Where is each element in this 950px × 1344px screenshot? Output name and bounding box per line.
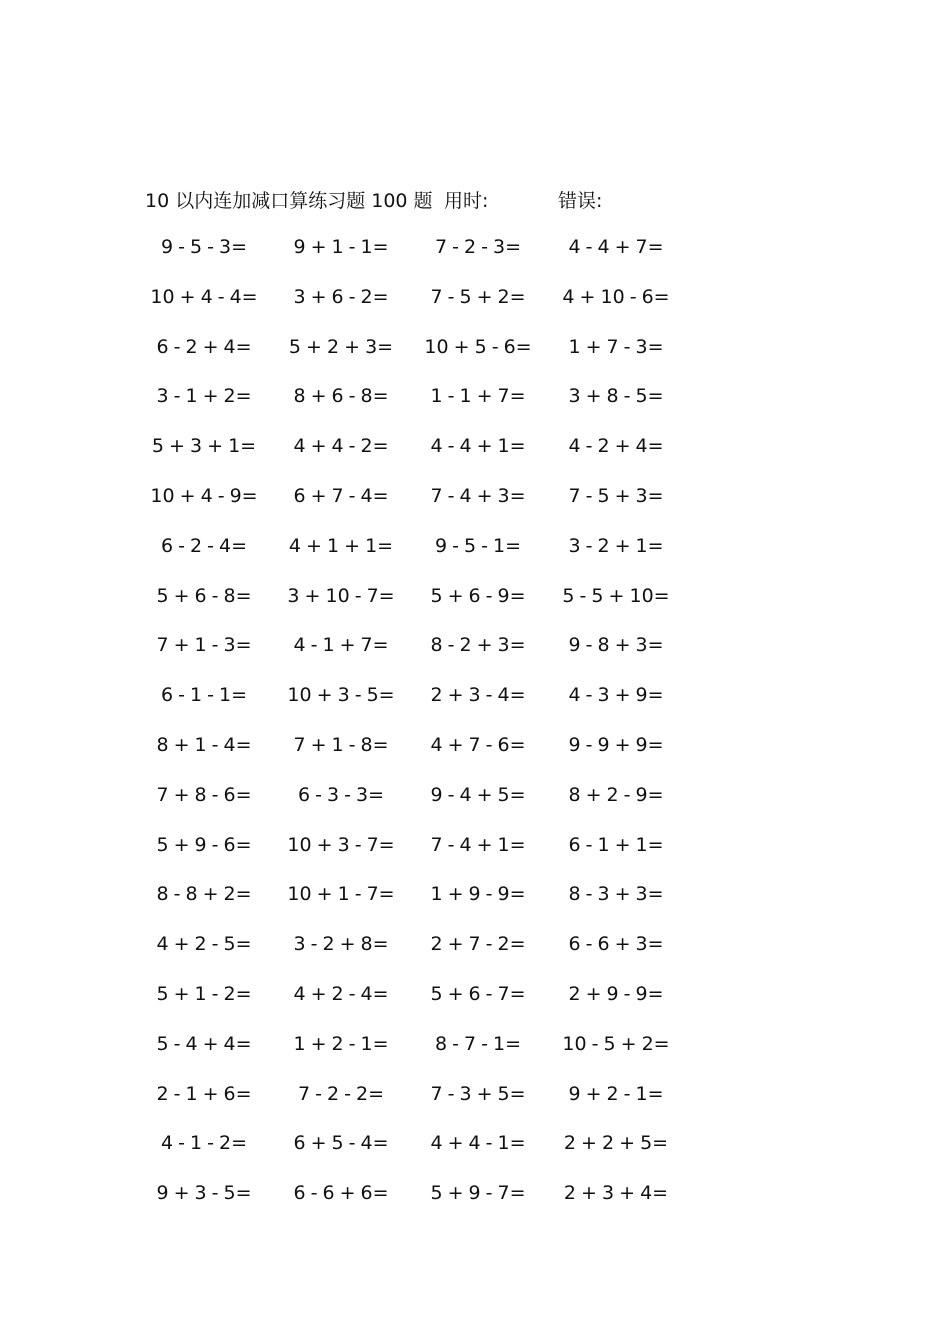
problem-row (0, 983, 950, 1033)
problem-row (0, 286, 950, 336)
math-problem: 7 - 5 + 3= (568, 484, 664, 507)
problem-row (0, 435, 950, 485)
math-problem: 10 - 5 + 2= (562, 1032, 670, 1055)
math-problem: 6 - 1 - 1= (160, 684, 248, 707)
math-problem: 8 - 3 + 3= (568, 883, 664, 906)
math-problem: 9 + 1 - 1= (293, 236, 389, 258)
math-problem: 9 - 9 + 9= (568, 733, 664, 756)
problem-row (0, 585, 950, 635)
problem-row (0, 535, 950, 585)
math-problem: 4 + 10 - 6= (562, 285, 670, 308)
problem-row (0, 236, 950, 286)
math-problem: 4 + 2 - 4= (293, 982, 389, 1005)
math-problem: 10 + 1 - 7= (287, 883, 395, 906)
math-problem: 5 + 6 - 7= (430, 982, 526, 1005)
math-problem: 7 - 2 - 2= (297, 1082, 385, 1105)
math-problem: 6 - 3 - 3= (297, 783, 385, 806)
problem-row (0, 1033, 950, 1083)
math-problem: 8 - 8 + 2= (156, 883, 252, 906)
math-problem: 3 + 8 - 5= (568, 385, 664, 408)
problem-row (0, 883, 950, 933)
math-problem: 2 - 1 + 6= (156, 1082, 252, 1105)
math-problem: 6 - 1 + 1= (568, 833, 664, 856)
problem-row (0, 485, 950, 535)
math-problem: 5 + 1 - 2= (156, 982, 252, 1005)
math-problem: 10 + 3 - 7= (287, 833, 395, 856)
math-problem: 10 + 5 - 6= (424, 335, 532, 358)
math-problem: 5 + 6 - 8= (156, 584, 252, 607)
math-problem: 2 + 7 - 2= (430, 933, 526, 956)
math-problem: 5 + 2 + 3= (288, 335, 394, 358)
math-problem: 7 + 1 - 8= (293, 733, 389, 756)
math-problem: 2 + 9 - 9= (568, 982, 664, 1005)
math-problem: 1 + 9 - 9= (430, 883, 526, 906)
math-problem: 4 + 1 + 1= (288, 534, 394, 557)
math-problem: 3 + 10 - 7= (287, 584, 395, 607)
math-problem: 5 + 3 + 1= (151, 435, 257, 458)
math-problem: 3 - 1 + 2= (156, 385, 252, 408)
problem-row (0, 1182, 950, 1232)
math-problem: 9 - 5 - 3= (160, 236, 248, 258)
math-problem: 1 - 1 + 7= (430, 385, 526, 408)
math-problem: 5 + 9 - 6= (156, 833, 252, 856)
math-problem: 6 - 2 - 4= (160, 534, 248, 557)
math-problem: 6 - 2 + 4= (156, 335, 252, 358)
math-problem: 7 - 2 - 3= (434, 236, 522, 258)
math-problem: 4 + 2 - 5= (156, 933, 252, 956)
math-problem: 4 - 2 + 4= (568, 435, 664, 458)
time-used-label: 用时: (444, 190, 489, 212)
math-problem: 7 - 4 + 3= (430, 484, 526, 507)
errors-label: 错误: (558, 190, 603, 212)
math-problem: 5 - 4 + 4= (156, 1032, 252, 1055)
worksheet-header (0, 186, 950, 214)
problem-row (0, 385, 950, 435)
math-problem: 9 + 3 - 5= (156, 1182, 252, 1205)
problem-row (0, 336, 950, 386)
math-problem: 9 - 8 + 3= (568, 634, 664, 657)
problem-row (0, 933, 950, 983)
math-problem: 3 - 2 + 8= (293, 933, 389, 956)
problem-row (0, 1083, 950, 1133)
math-problem: 8 + 6 - 8= (293, 385, 389, 408)
math-problem: 4 - 1 - 2= (160, 1132, 248, 1155)
math-problem: 1 + 7 - 3= (568, 335, 664, 358)
problem-row (0, 734, 950, 784)
math-problem: 6 - 6 + 6= (293, 1182, 389, 1205)
math-problem: 4 - 4 + 7= (568, 236, 664, 258)
math-problem: 2 + 3 + 4= (563, 1182, 669, 1205)
math-problem: 7 - 4 + 1= (430, 833, 526, 856)
math-problem: 3 - 2 + 1= (568, 534, 664, 557)
math-problem: 5 + 9 - 7= (430, 1182, 526, 1205)
math-problem: 4 + 7 - 6= (430, 733, 526, 756)
math-problem: 8 - 7 - 1= (434, 1032, 522, 1055)
math-problem: 7 - 3 + 5= (430, 1082, 526, 1105)
problem-row (0, 784, 950, 834)
math-problem: 4 - 4 + 1= (430, 435, 526, 458)
math-problem: 10 + 4 - 9= (150, 484, 258, 507)
math-problem: 5 + 6 - 9= (430, 584, 526, 607)
math-problem: 2 + 2 + 5= (563, 1132, 669, 1155)
math-problem: 4 - 1 + 7= (293, 634, 389, 657)
math-problem: 7 + 1 - 3= (156, 634, 252, 657)
math-problem: 4 + 4 - 1= (430, 1132, 526, 1155)
math-problem: 3 + 6 - 2= (293, 285, 389, 308)
math-problem: 8 - 2 + 3= (430, 634, 526, 657)
problem-row (0, 1132, 950, 1182)
math-problem: 9 + 2 - 1= (568, 1082, 664, 1105)
problem-row (0, 834, 950, 884)
math-problem: 10 + 3 - 5= (287, 684, 395, 707)
math-problem: 9 - 4 + 5= (430, 783, 526, 806)
math-problem: 4 - 3 + 9= (568, 684, 664, 707)
math-problem: 1 + 2 - 1= (293, 1032, 389, 1055)
math-problem: 9 - 5 - 1= (434, 534, 522, 557)
math-problem: 6 + 5 - 4= (293, 1132, 389, 1155)
math-problem: 2 + 3 - 4= (430, 684, 526, 707)
math-problem: 10 + 4 - 4= (150, 285, 258, 308)
math-problem: 6 - 6 + 3= (568, 933, 664, 956)
problem-row (0, 634, 950, 684)
math-problem: 4 + 4 - 2= (293, 435, 389, 458)
math-problem: 7 + 8 - 6= (156, 783, 252, 806)
math-problem: 5 - 5 + 10= (562, 584, 670, 607)
math-problem: 8 + 1 - 4= (156, 733, 252, 756)
problem-grid (0, 236, 950, 1232)
math-problem: 7 - 5 + 2= (430, 285, 526, 308)
problem-row (0, 684, 950, 734)
math-problem: 8 + 2 - 9= (568, 783, 664, 806)
math-problem: 6 + 7 - 4= (293, 484, 389, 507)
worksheet-title: 10 以内连加减口算练习题 100 题 (145, 190, 433, 212)
